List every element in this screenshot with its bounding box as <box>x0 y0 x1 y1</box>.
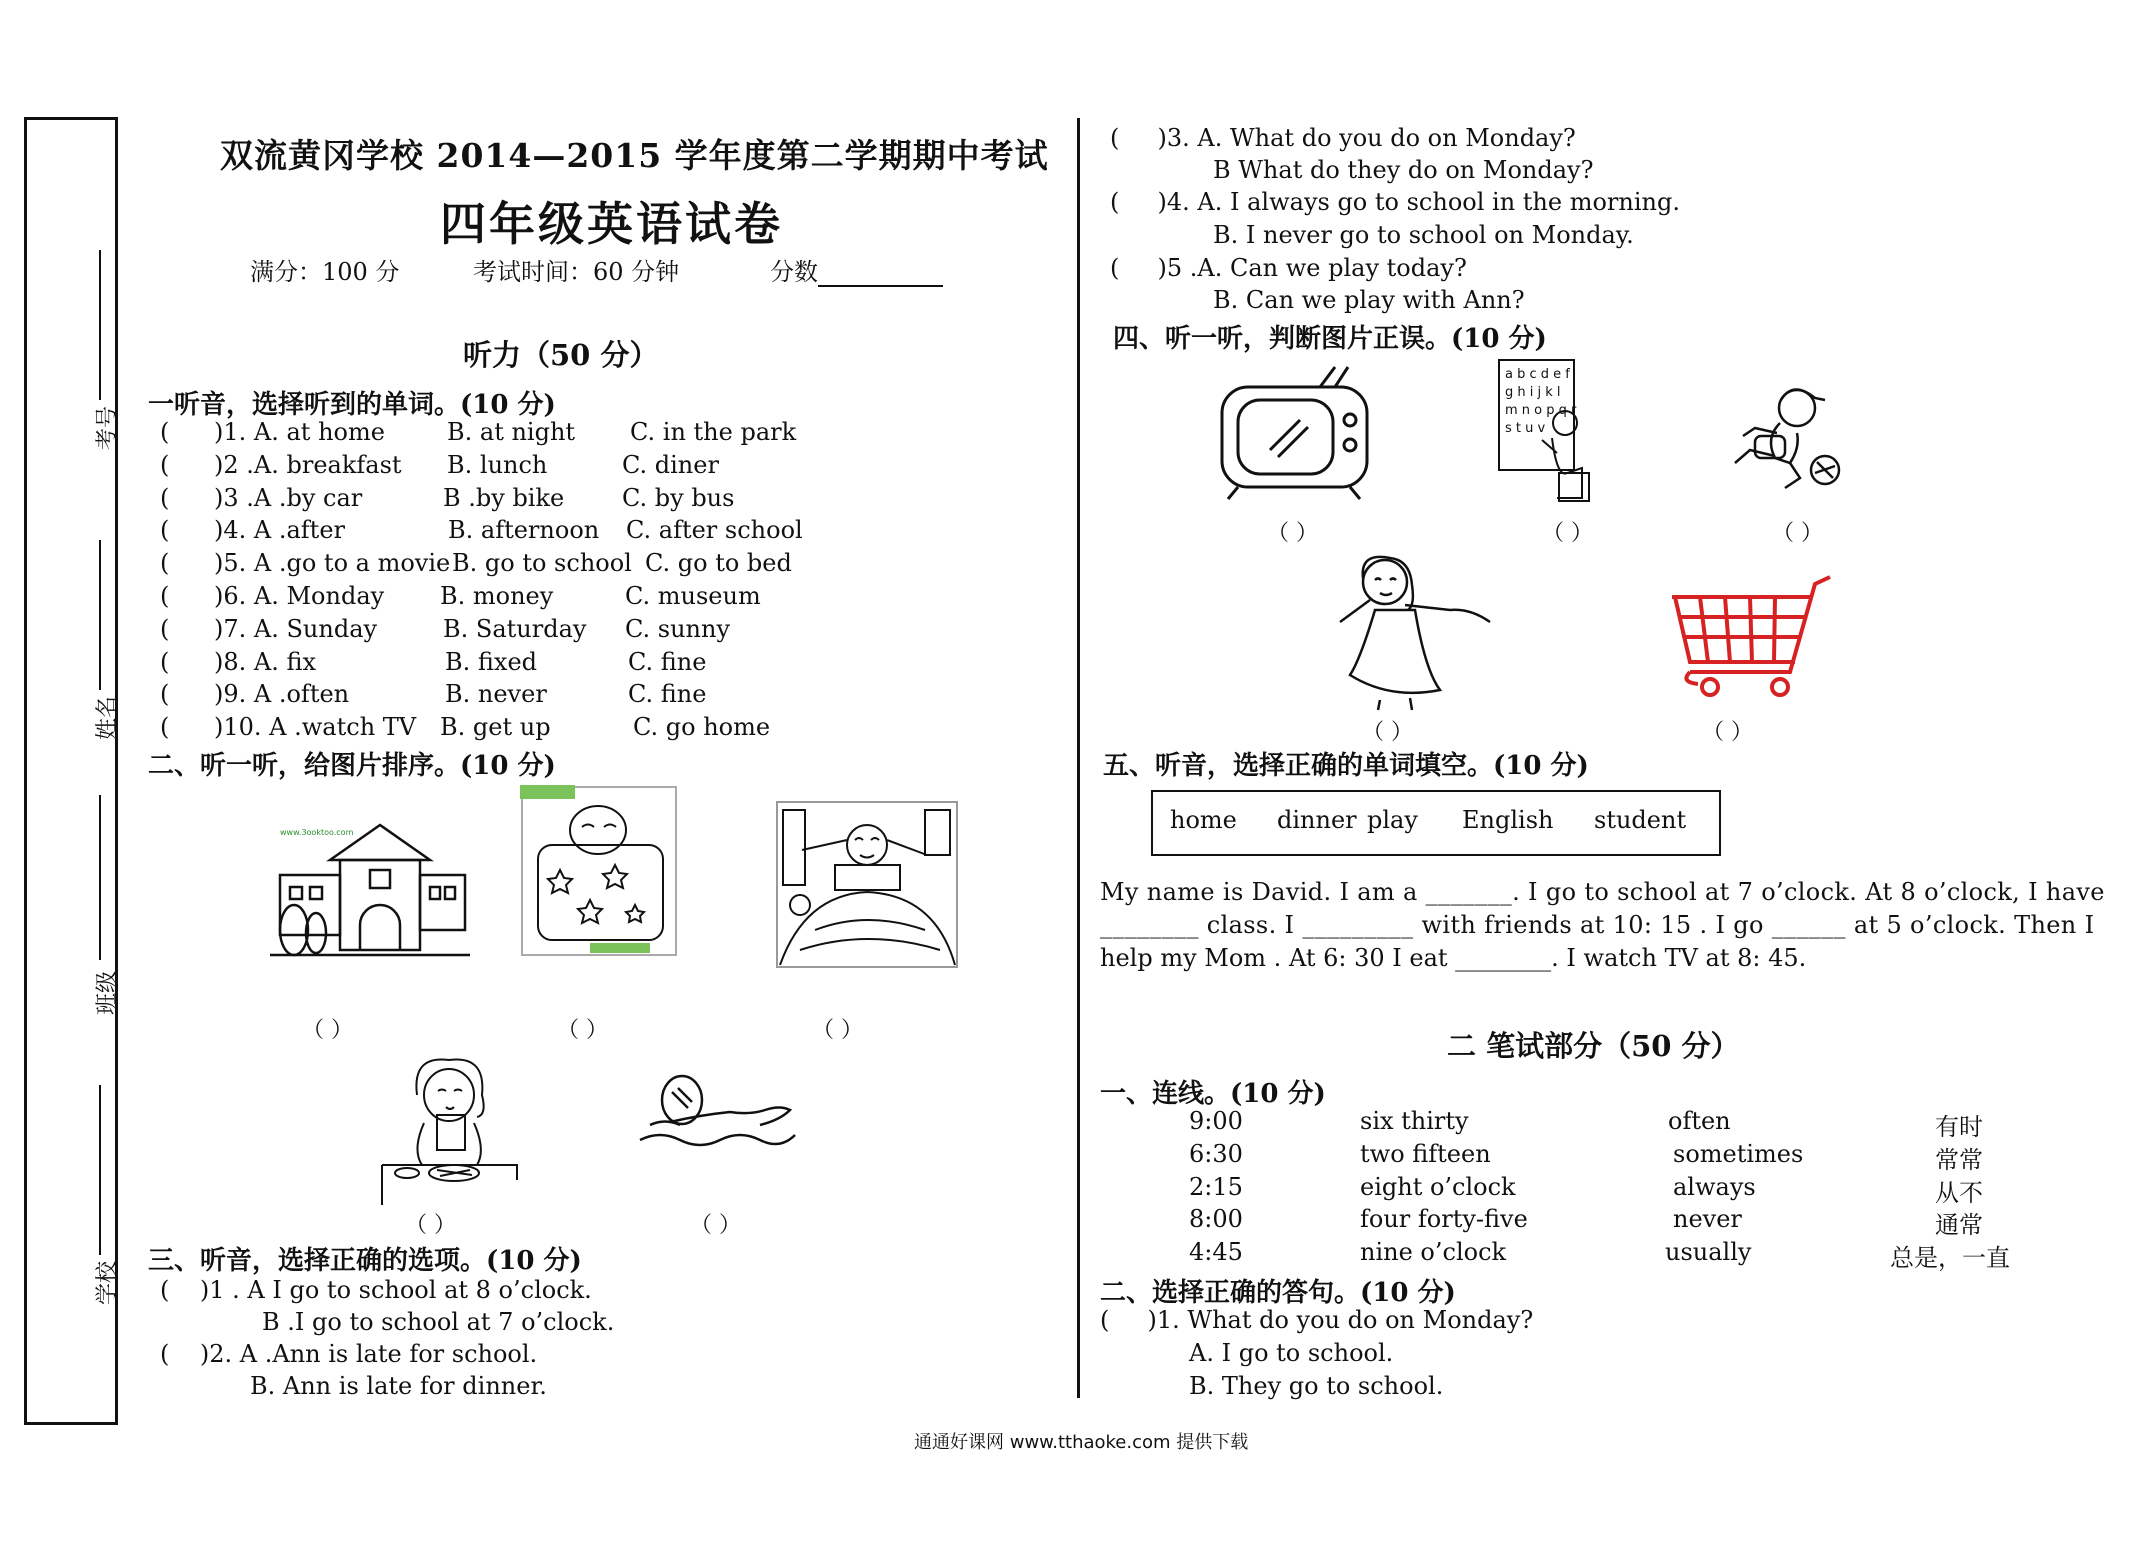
class-line <box>99 795 101 960</box>
answer-paren[interactable]: ( <box>160 713 170 742</box>
part1-option-c: C. fine <box>628 647 707 676</box>
answer-paren[interactable]: ( <box>160 1340 200 1368</box>
word-bank-item: home <box>1170 806 1237 834</box>
match-time: 6:30 <box>1189 1139 1243 1168</box>
sidebar-label-school: 学校 <box>95 1260 120 1305</box>
match-time: 4:45 <box>1189 1238 1243 1267</box>
part1-option-a: )5. A .go to a movie <box>214 549 451 578</box>
answer-paren[interactable]: ( <box>160 1276 200 1304</box>
boy-playing-ball-image <box>1715 378 1845 493</box>
part1-option-a: )4. A .after <box>214 516 345 545</box>
part1-option-a: )8. A. fix <box>214 647 317 676</box>
part1-option-c: C. sunny <box>625 614 731 643</box>
part4-paren-3[interactable]: （ ） <box>1772 521 1823 546</box>
match-words: two fifteen <box>1360 1139 1491 1168</box>
answer-paren[interactable]: ( <box>160 516 170 545</box>
part3-q3-option-b: B What do they do on Monday? <box>1213 156 1594 184</box>
tv-image <box>1220 365 1370 500</box>
writing-part2-q1: ( )1. What do you do on Monday? <box>1100 1306 1534 1334</box>
writing-title: 二 笔试部分（50 分） <box>1447 1029 1740 1063</box>
answer-paren[interactable]: ( <box>160 483 170 512</box>
answer-paren[interactable]: ( <box>160 450 170 479</box>
exam-time: 考试时间：60 分钟 <box>473 258 680 286</box>
sidebar-label-name: 姓名 <box>95 695 120 740</box>
score-blank[interactable] <box>818 263 943 287</box>
shopping-cart-image <box>1670 572 1835 707</box>
writing-part1-title: 一、连线。(10 分) <box>1100 1079 1326 1109</box>
answer-paren[interactable]: ( <box>160 647 170 676</box>
part1-option-c: C. go to bed <box>645 549 792 578</box>
match-words: six thirty <box>1360 1107 1469 1135</box>
part1-option-b: B. lunch <box>447 450 548 479</box>
writing-part2-title: 二、选择正确的答句。(10 分) <box>1100 1278 1456 1308</box>
match-chinese: 有时 <box>1935 1113 1983 1141</box>
student-info-sidebar <box>24 117 118 1425</box>
part1-option-b: B. never <box>445 680 547 709</box>
svg-text:s t u v: s t u v <box>1505 421 1546 436</box>
svg-text:m n o p q r: m n o p q r <box>1505 403 1577 418</box>
part2-paren-1[interactable]: （ ） <box>302 1018 353 1043</box>
match-chinese: 常常 <box>1935 1145 1983 1174</box>
girl-eating-image <box>382 1055 517 1205</box>
part3-q4: ( )4. A. I always go to school in the morning. <box>1110 188 1680 216</box>
part1-option-b: B. afternoon <box>448 516 600 545</box>
part1-option-c: C. fine <box>628 680 707 709</box>
exam-number-line <box>99 250 101 400</box>
part1-option-a: )6. A. Monday <box>214 582 385 610</box>
dancing-girl-image <box>1330 550 1500 710</box>
column-divider <box>1077 118 1080 1398</box>
full-score: 满分：100 分 <box>250 258 400 286</box>
part3-q2-option-b: B. Ann is late for dinner. <box>250 1372 547 1400</box>
match-time: 9:00 <box>1189 1107 1243 1135</box>
school-title: 双流黄冈学校 2014—2015 学年度第二学期期中考试 <box>220 136 1049 175</box>
part3-q5-option-b: B. Can we play with Ann? <box>1213 286 1525 314</box>
part1-option-b: B. get up <box>440 713 551 742</box>
sidebar-label-class: 班级 <box>95 970 120 1015</box>
answer-paren[interactable]: ( <box>160 614 170 643</box>
part1-option-b: B. at night <box>447 418 576 446</box>
part1-option-a: )2 .A. breakfast <box>214 450 402 479</box>
part1-option-b: B. fixed <box>445 647 538 676</box>
svg-text:g h i j k l: g h i j k l <box>1505 385 1561 400</box>
part1-option-c: C. in the park <box>630 418 797 446</box>
match-time: 8:00 <box>1189 1205 1243 1234</box>
school-image-logo-text: www.3ooktoo.com <box>280 828 354 837</box>
part4-paren-2[interactable]: （ ） <box>1542 521 1593 546</box>
match-frequency: sometimes <box>1673 1139 1804 1168</box>
exam-title: 四年级英语试卷 <box>440 197 783 251</box>
part1-option-c: C. after school <box>626 516 803 545</box>
match-frequency: usually <box>1665 1238 1752 1267</box>
part3-q5: ( )5 .A. Can we play today? <box>1110 254 1467 282</box>
answer-paren[interactable]: ( <box>160 582 170 610</box>
part1-option-a: )10. A .watch TV <box>214 713 417 742</box>
part3-q2: ( )2. A .Ann is late for school. <box>160 1340 538 1368</box>
match-words: four forty-five <box>1360 1205 1528 1234</box>
waking-child-image <box>775 800 960 970</box>
word-bank-item: dinner <box>1277 806 1357 834</box>
score-label: 分数 <box>770 258 818 286</box>
match-words: nine o’clock <box>1360 1238 1507 1267</box>
part1-option-a: )3 .A .by car <box>214 483 363 512</box>
part1-option-b: B. Saturday <box>443 614 587 643</box>
part2-paren-2[interactable]: （ ） <box>557 1018 608 1043</box>
listening-part2-title: 二、听一听，给图片排序。(10 分) <box>148 751 556 781</box>
part1-option-b: B. money <box>440 582 554 610</box>
listening-part5-title: 五、听音，选择正确的单词填空。(10 分) <box>1103 751 1589 781</box>
swimmer-image <box>640 1070 795 1155</box>
sleeping-child-image <box>520 785 680 960</box>
answer-paren[interactable]: ( <box>1110 188 1158 216</box>
word-bank-item: play <box>1367 806 1418 834</box>
part2-paren-3[interactable]: （ ） <box>812 1018 863 1043</box>
match-words: eight o’clock <box>1360 1172 1516 1201</box>
school-building-image <box>270 815 470 965</box>
passage-line-1: My name is David. I am a _______. I go to school at 7 o’clock. At 8 o’clock, I have <box>1100 878 2105 906</box>
part1-option-c: C. museum <box>625 582 761 610</box>
teacher-blackboard-image <box>1497 358 1597 503</box>
part3-q1-option-b: B .I go to school at 7 o’clock. <box>262 1308 615 1336</box>
school-line <box>99 1085 101 1255</box>
answer-paren[interactable]: ( <box>160 549 170 578</box>
part2-paren-4[interactable]: （ ） <box>405 1213 456 1238</box>
name-line <box>99 540 101 690</box>
part4-paren-1[interactable]: （ ） <box>1267 521 1318 546</box>
listening-title: 听力（50 分） <box>463 338 659 372</box>
sidebar-label-exam-number: 考号 <box>95 405 120 450</box>
word-bank-item: English <box>1462 806 1554 834</box>
passage-line-3: help my Mom . At 6: 30 I eat ________. I watch TV at 8: 45. <box>1100 944 1807 972</box>
score-field <box>770 252 943 287</box>
match-time: 2:15 <box>1189 1172 1243 1201</box>
part2-paren-5[interactable]: （ ） <box>690 1213 741 1238</box>
match-chinese: 从不 <box>1935 1178 1983 1207</box>
answer-paren[interactable]: ( <box>1110 124 1158 152</box>
part1-option-a: )7. A. Sunday <box>214 614 378 643</box>
writing-part2-option-b: B. They go to school. <box>1189 1372 1444 1400</box>
part1-option-b: B. go to school <box>452 549 632 578</box>
match-frequency: never <box>1673 1205 1742 1234</box>
part1-option-a: )1. A. at home <box>214 418 385 446</box>
part1-option-c: C. go home <box>633 713 771 742</box>
match-frequency: often <box>1668 1107 1731 1135</box>
part1-option-c: C. diner <box>622 450 719 479</box>
listening-part3-title: 三、听音，选择正确的选项。(10 分) <box>148 1246 582 1276</box>
writing-part2-option-a: A. I go to school. <box>1189 1339 1394 1367</box>
match-chinese: 通常 <box>1935 1211 1983 1240</box>
svg-text:a b c d e f: a b c d e f <box>1505 367 1570 382</box>
part3-q1: ( )1 . A I go to school at 8 o’clock. <box>160 1276 592 1304</box>
word-bank-item: student <box>1594 806 1687 834</box>
answer-paren[interactable]: ( <box>1110 254 1158 282</box>
part4-paren-5[interactable]: （ ） <box>1702 720 1753 745</box>
part3-q4-option-b: B. I never go to school on Monday. <box>1213 221 1634 249</box>
part1-option-a: )9. A .often <box>214 680 350 709</box>
part3-q3: ( )3. A. What do you do on Monday? <box>1110 124 1576 152</box>
match-frequency: always <box>1673 1172 1756 1201</box>
answer-paren[interactable]: ( <box>160 680 170 709</box>
listening-part1-title: 一听音，选择听到的单词。(10 分) <box>148 390 556 420</box>
part4-paren-4[interactable]: （ ） <box>1362 720 1413 745</box>
passage-line-2: ________ class. I _________ with friends at 10: 15 . I go ______ at 5 o’clock. Then I <box>1100 911 2095 939</box>
listening-part4-title: 四、听一听，判断图片正误。(10 分) <box>1113 324 1547 354</box>
answer-paren[interactable]: ( <box>1100 1306 1148 1334</box>
answer-paren[interactable]: ( <box>160 418 170 446</box>
match-chinese: 总是，一直 <box>1890 1244 2010 1273</box>
part1-option-b: B .by bike <box>443 483 565 512</box>
footer-source: 通通好课网 www.tthaoke.com 提供下载 <box>914 1432 1249 1453</box>
part1-option-c: C. by bus <box>622 483 735 512</box>
